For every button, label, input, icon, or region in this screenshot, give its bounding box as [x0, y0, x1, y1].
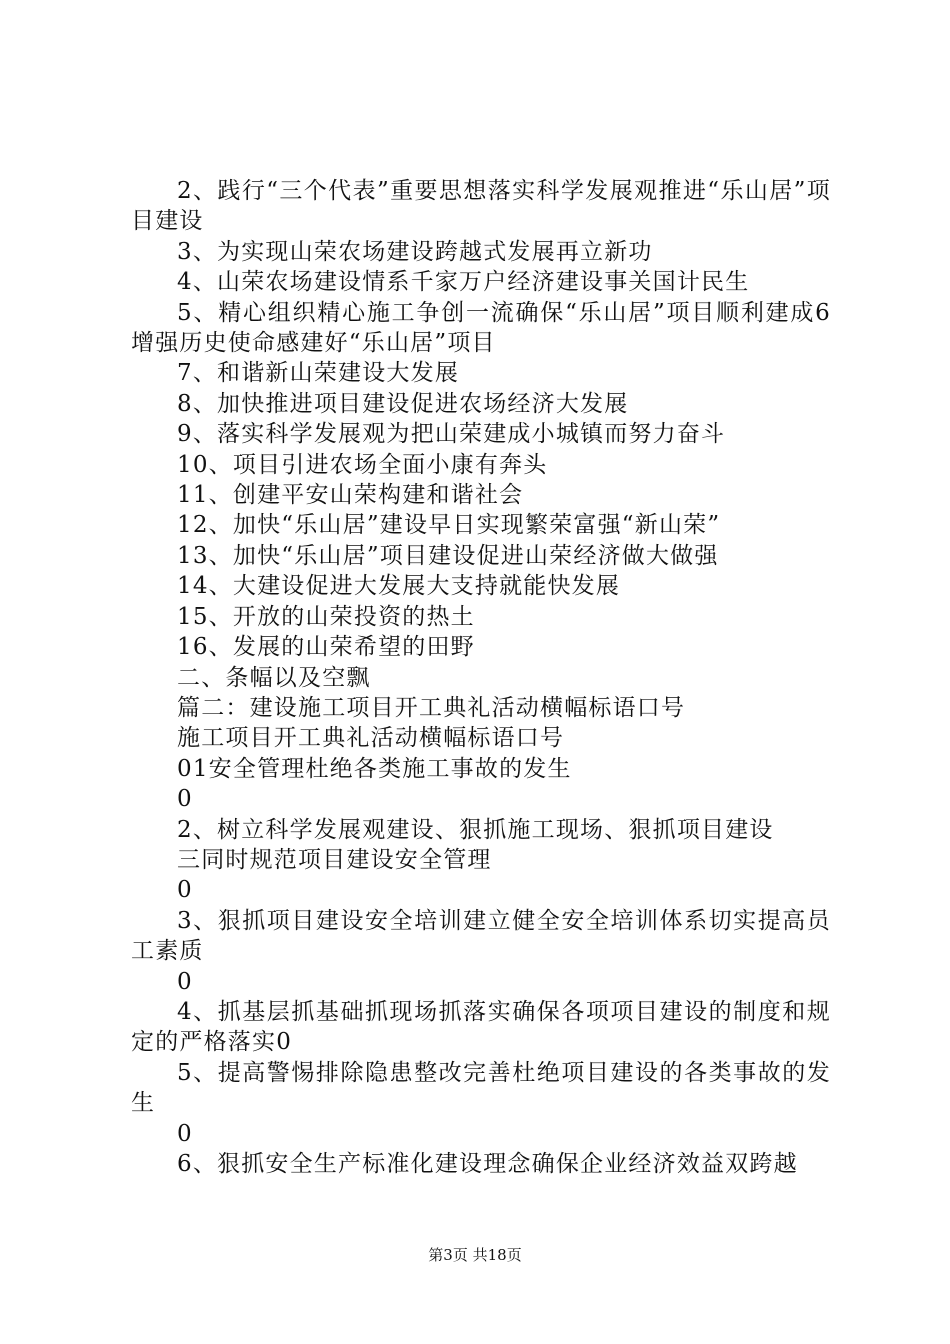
text-line: 9、落实科学发展观为把山荣建成小城镇而努力奋斗: [177, 421, 726, 448]
text-line: 7、和谐新山荣建设大发展: [177, 360, 460, 387]
text-line: 6、狠抓安全生产标准化建设理念确保企业经济效益双跨越: [177, 1151, 798, 1177]
text-line: 2、树立科学发展观建设、狠抓施工现场、狠抓项目建设: [177, 816, 774, 843]
text-line: 12、加快“乐山居”建设早日实现繁荣富强“新山荣”: [177, 512, 721, 539]
text-line: 14、大建设促进大发展大支持就能快发展: [177, 573, 621, 600]
section-heading: 二、条幅以及空飘: [177, 664, 371, 691]
chapter-heading: 篇二：建设施工项目开工典礼活动横幅标语口号: [177, 694, 686, 721]
text-paragraph: 5、精心组织精心施工争创一流确保“乐山居”项目顺利建成6增强历史使命感建好“乐山居”项目: [131, 299, 831, 357]
text-line: 8、加快推进项目建设促进农场经济大发展: [177, 390, 629, 417]
text-line: 3、为实现山荣农场建设跨越式发展再立新功: [177, 238, 653, 265]
text-line: 0: [177, 968, 193, 995]
page-number-footer: 第3页 共18页: [428, 1246, 522, 1264]
subtitle-line: 施工项目开工典礼活动横幅标语口号: [177, 725, 565, 752]
text-paragraph: 5、提高警惕排除隐患整改完善杜绝项目建设的各类事故的发生: [131, 1059, 831, 1117]
document-body: [131, 176, 831, 1179]
text-paragraph: 3、狠抓项目建设安全培训建立健全安全培训体系切实提高员工素质: [131, 907, 831, 965]
text-line: 01安全管理杜绝各类施工事故的发生: [177, 755, 572, 782]
text-line: 0: [177, 1120, 193, 1147]
text-line: 16、发展的山荣希望的田野: [177, 634, 475, 661]
text-line: 15、开放的山荣投资的热土: [177, 603, 475, 630]
text-line: 10、项目引进农场全面小康有奔头: [177, 451, 548, 478]
text-line: 13、加快“乐山居”项目建设促进山荣经济做大做强: [177, 542, 719, 569]
text-line: 0: [177, 877, 193, 904]
text-paragraph: 4、抓基层抓基础抓现场抓落实确保各项项目建设的制度和规定的严格落实0: [131, 998, 831, 1056]
text-line: 4、山荣农场建设情系千家万户经济建设事关国计民生: [177, 269, 750, 296]
text-paragraph: 2、践行“三个代表”重要思想落实科学发展观推进“乐山居”项目建设: [131, 178, 831, 235]
text-line: 0: [177, 786, 193, 813]
text-line: 11、创建平安山荣构建和谐社会: [177, 482, 524, 509]
text-line: 三同时规范项目建设安全管理: [177, 846, 492, 873]
